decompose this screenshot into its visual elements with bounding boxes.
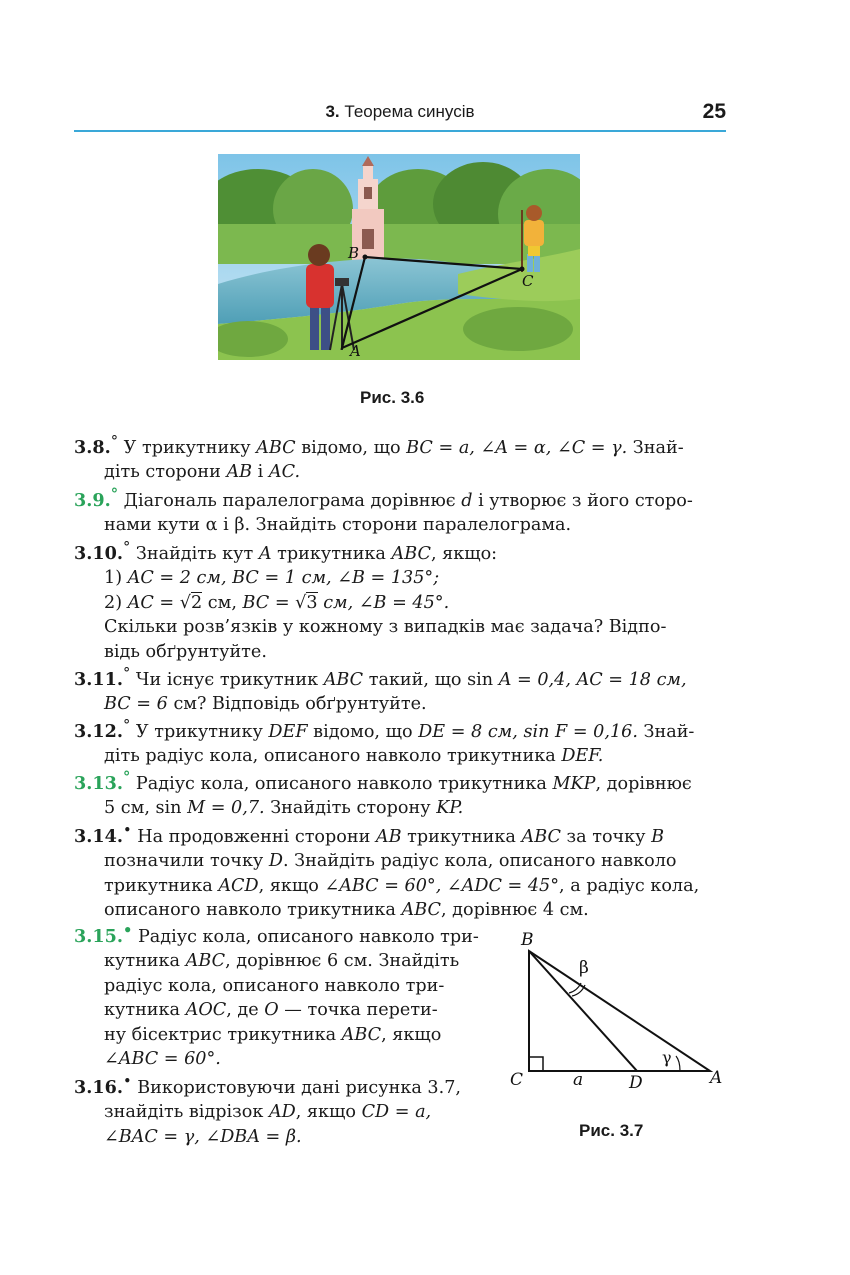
- page-header: [74, 100, 726, 132]
- point-b-label: B: [348, 244, 360, 262]
- problem-3-10: 3.10.° Знайдіть кут A трикутника ABC, якщо: 1) AC = 2 см, BC = 1 см, ∠B = 135°; 2) AC = √2 см, BC = √3 см, ∠B = 45°. Скільки розв’язків у кожному з випадків має задача? Відпо- відь обґрунтуйте.: [74, 539, 667, 662]
- vertex-b-label: B: [521, 930, 534, 950]
- figure-3-6-caption: Рис. 3.6: [360, 388, 425, 407]
- problem-3-11: 3.11.° Чи існує трикутник ABC такий, що sin A = 0,4, AC = 18 см, BC = 6 см? Відповідь обґрунтуйте.: [74, 665, 687, 715]
- point-a-label: A: [350, 342, 361, 360]
- problem-3-13: 3.13.° Радіус кола, описаного навколо трикутника MKP, дорівнює 5 см, sin M = 0,7. Знайдіть сторону KP.: [74, 769, 692, 819]
- figure-3-7-diagram: [505, 925, 740, 1095]
- figure-3-6-illustration: [218, 154, 580, 360]
- point-d-label: D: [629, 1073, 643, 1093]
- problem-3-14: 3.14.• На продовженні сторони AB трикутника ABC за точку B позначили точку D. Знайдіть радіус кола, описаного навколо трикутника ACD, якщо ∠ABC = 60°, ∠ADC = 45°, а радіус кола, описаного навколо трикутника ABC, дорівнює 4 см.: [74, 822, 700, 921]
- point-c-label: C: [522, 272, 534, 290]
- problem-3-15: 3.15.• Радіус кола, описаного навколо три- кутника ABC, дорівнює 6 см. Знайдіть радіус кола, описаного навколо три- кутника AOC, де O — точка перети- ну бісектрис трикутника ABC, якщо ∠ABC = 60°.: [74, 922, 479, 1070]
- vertex-c-label: C: [510, 1070, 524, 1090]
- gamma-label: γ: [662, 1048, 672, 1067]
- running-title: 3. Теорема синусів: [325, 102, 475, 121]
- page-number: 25: [702, 100, 726, 123]
- problem-3-8: 3.8.° У трикутнику ABC відомо, що BC = a, ∠A = α, ∠C = γ. Знай- діть сторони AB і AC.: [74, 433, 684, 483]
- side-a-label: a: [573, 1070, 584, 1090]
- figure-3-7-caption: Рис. 3.7: [579, 1121, 644, 1140]
- problem-3-9: 3.9.° Діагональ паралелограма дорівнює d і утворює з його сторо- нами кути α і β. Знайдіть сторони паралелограма.: [74, 486, 693, 536]
- beta-label: β: [579, 958, 589, 978]
- problem-3-16: 3.16.• Використовуючи дані рисунка 3.7, знайдіть відрізок AD, якщо CD = a, ∠BAC = γ, ∠DBA = β.: [74, 1073, 462, 1147]
- vertex-a-label: A: [710, 1068, 723, 1088]
- problem-3-12: 3.12.° У трикутнику DEF відомо, що DE = 8 см, sin F = 0,16. Знай- діть радіус кола, описаного навколо трикутника DEF.: [74, 717, 695, 767]
